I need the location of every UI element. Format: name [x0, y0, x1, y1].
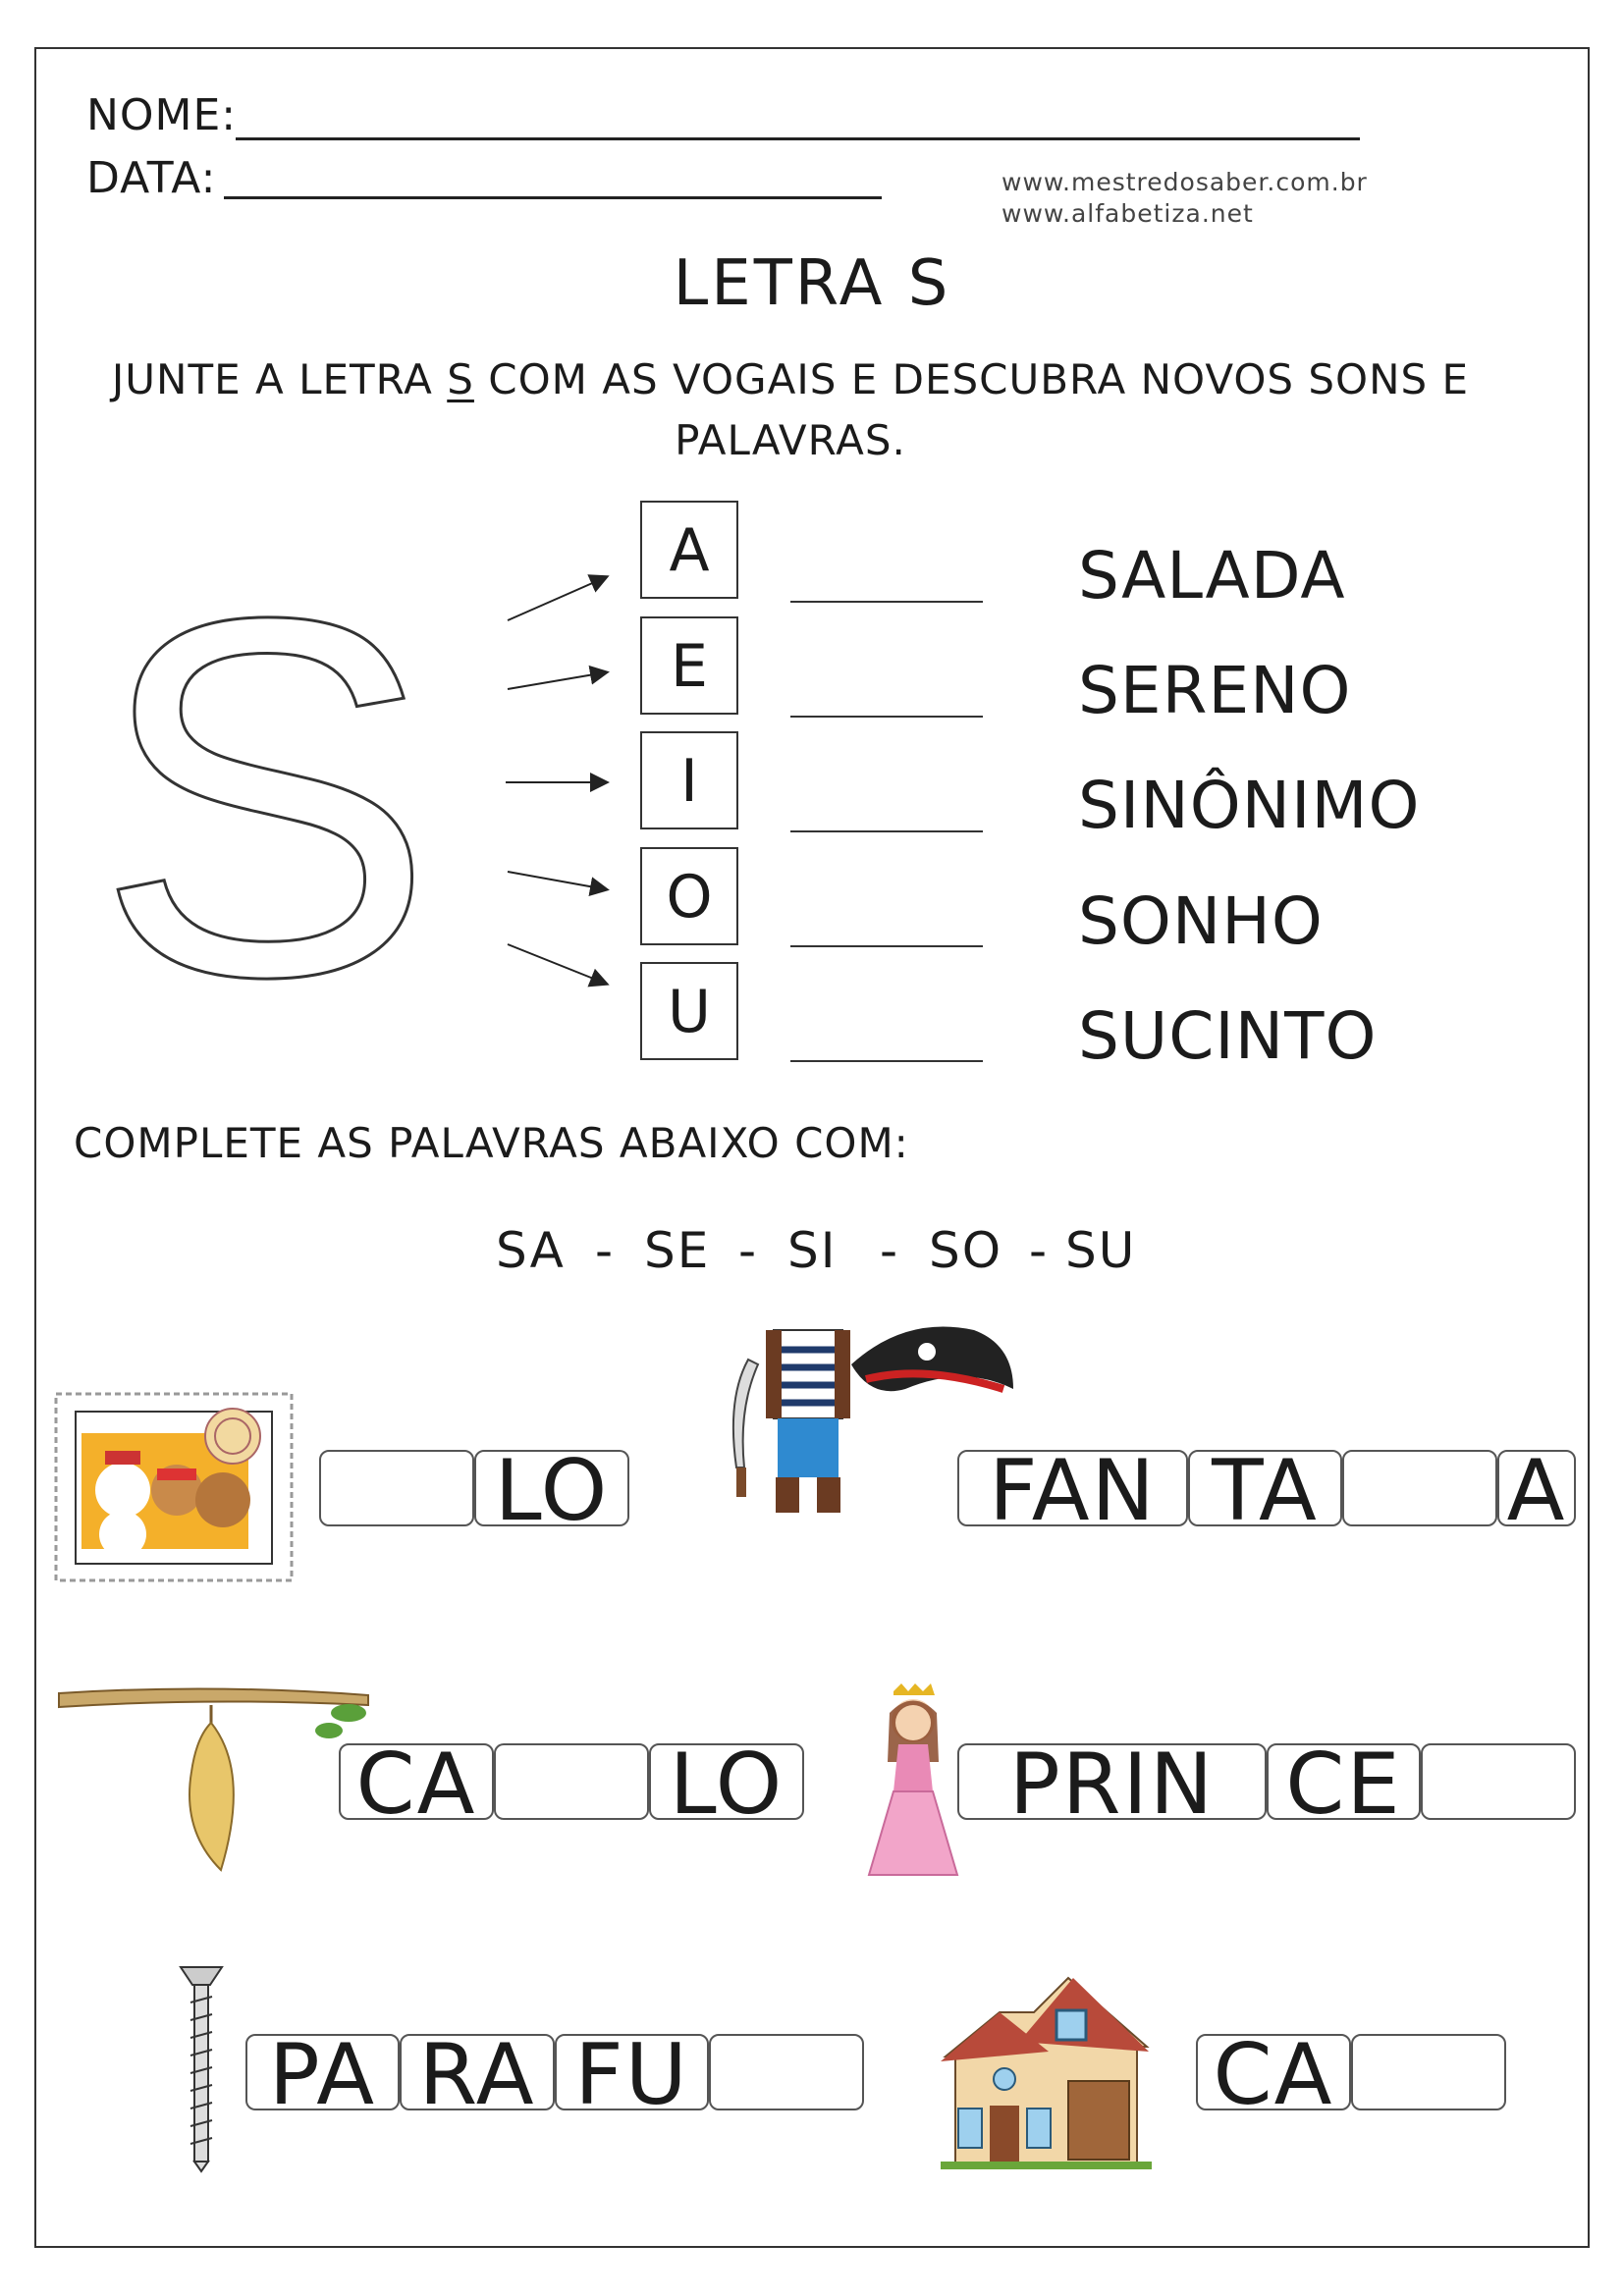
blank-a[interactable]	[790, 601, 983, 603]
name-field[interactable]	[236, 137, 1360, 140]
syllable-separator: -	[738, 1222, 759, 1279]
tile-blank[interactable]	[709, 2034, 864, 2110]
exercise-parafuso	[245, 2034, 864, 2110]
arrow-e	[508, 672, 606, 689]
vowel-box-e: E	[640, 616, 738, 715]
stamp-icon	[54, 1392, 295, 1583]
exercise-casulo	[339, 1743, 804, 1820]
arrow-a	[508, 577, 606, 620]
tile-syllable: PA	[245, 2034, 400, 2110]
tile-syllable: LO	[649, 1743, 804, 1820]
arrow-o	[508, 872, 606, 889]
blank-i[interactable]	[790, 830, 983, 832]
instruction-after: COM AS VOGAIS E DESCUBRA NOVOS SONS E PALAVRAS.	[473, 355, 1470, 464]
tile-blank[interactable]	[1421, 1743, 1576, 1820]
syllable-so: SO	[929, 1222, 1003, 1279]
word-sonho: SONHO	[1078, 883, 1324, 959]
syllable-sa: SA	[496, 1222, 566, 1279]
syllable-separator: -	[1029, 1222, 1050, 1279]
site-link-2: www.alfabetiza.net	[1001, 199, 1254, 228]
syllable-separator: -	[880, 1222, 900, 1279]
vowel-box-i: I	[640, 731, 738, 829]
screw-icon	[177, 1963, 226, 2174]
tile-blank[interactable]	[319, 1450, 474, 1526]
tile-blank[interactable]	[1351, 2034, 1506, 2110]
vowel-box-a: A	[640, 501, 738, 599]
house-icon	[941, 1973, 1152, 2169]
tile-syllable: PRIN	[957, 1743, 1267, 1820]
pirate-hat-icon	[846, 1320, 1018, 1428]
date-label: DATA:	[86, 153, 217, 203]
tile-syllable: CA	[339, 1743, 494, 1820]
exercise-princesa	[957, 1743, 1576, 1820]
instruction-letter: S	[447, 355, 474, 403]
word-sinonimo: SINÔNIMO	[1078, 768, 1421, 843]
exercise-selo	[319, 1450, 629, 1526]
site-link-1: www.mestredosaber.com.br	[1001, 168, 1368, 196]
syllable-si: SI	[787, 1222, 838, 1279]
tile-blank[interactable]	[494, 1743, 649, 1820]
word-salada: SALADA	[1078, 538, 1346, 614]
name-label: NOME:	[86, 90, 238, 140]
complete-instruction: COMPLETE AS PALAVRAS ABAIXO COM:	[74, 1119, 909, 1167]
instruction-before: JUNTE A LETRA	[111, 355, 448, 403]
tile-syllable: A	[1497, 1450, 1576, 1526]
date-field[interactable]	[224, 196, 882, 199]
tile-syllable: FAN	[957, 1450, 1188, 1526]
syllable-su: SU	[1065, 1222, 1137, 1279]
arrows	[496, 560, 623, 1001]
tile-syllable: RA	[400, 2034, 555, 2110]
tile-syllable: CA	[1196, 2034, 1351, 2110]
vowel-box-u: U	[640, 962, 738, 1060]
blank-o[interactable]	[790, 945, 983, 947]
vowel-box-o: O	[640, 847, 738, 945]
tile-blank[interactable]	[1342, 1450, 1497, 1526]
big-letter-s	[93, 512, 447, 1083]
syllable-separator: -	[595, 1222, 616, 1279]
syllable-se: SE	[644, 1222, 711, 1279]
tile-syllable: FU	[555, 2034, 709, 2110]
instruction-text	[54, 349, 1527, 471]
blank-e[interactable]	[790, 716, 983, 718]
word-sereno: SERENO	[1078, 653, 1352, 728]
page-title: LETRA S	[673, 247, 951, 320]
tile-syllable: TA	[1188, 1450, 1342, 1526]
exercise-fantasia	[957, 1450, 1576, 1526]
cocoon-icon	[54, 1683, 378, 1880]
princess-icon	[864, 1683, 962, 1880]
blank-u[interactable]	[790, 1060, 983, 1062]
tile-syllable: LO	[474, 1450, 629, 1526]
exercise-casa	[1196, 2034, 1506, 2110]
tile-syllable: CE	[1267, 1743, 1421, 1820]
word-sucinto: SUCINTO	[1078, 998, 1378, 1074]
svg-text:S: S	[94, 512, 436, 1083]
arrow-u	[508, 944, 606, 984]
